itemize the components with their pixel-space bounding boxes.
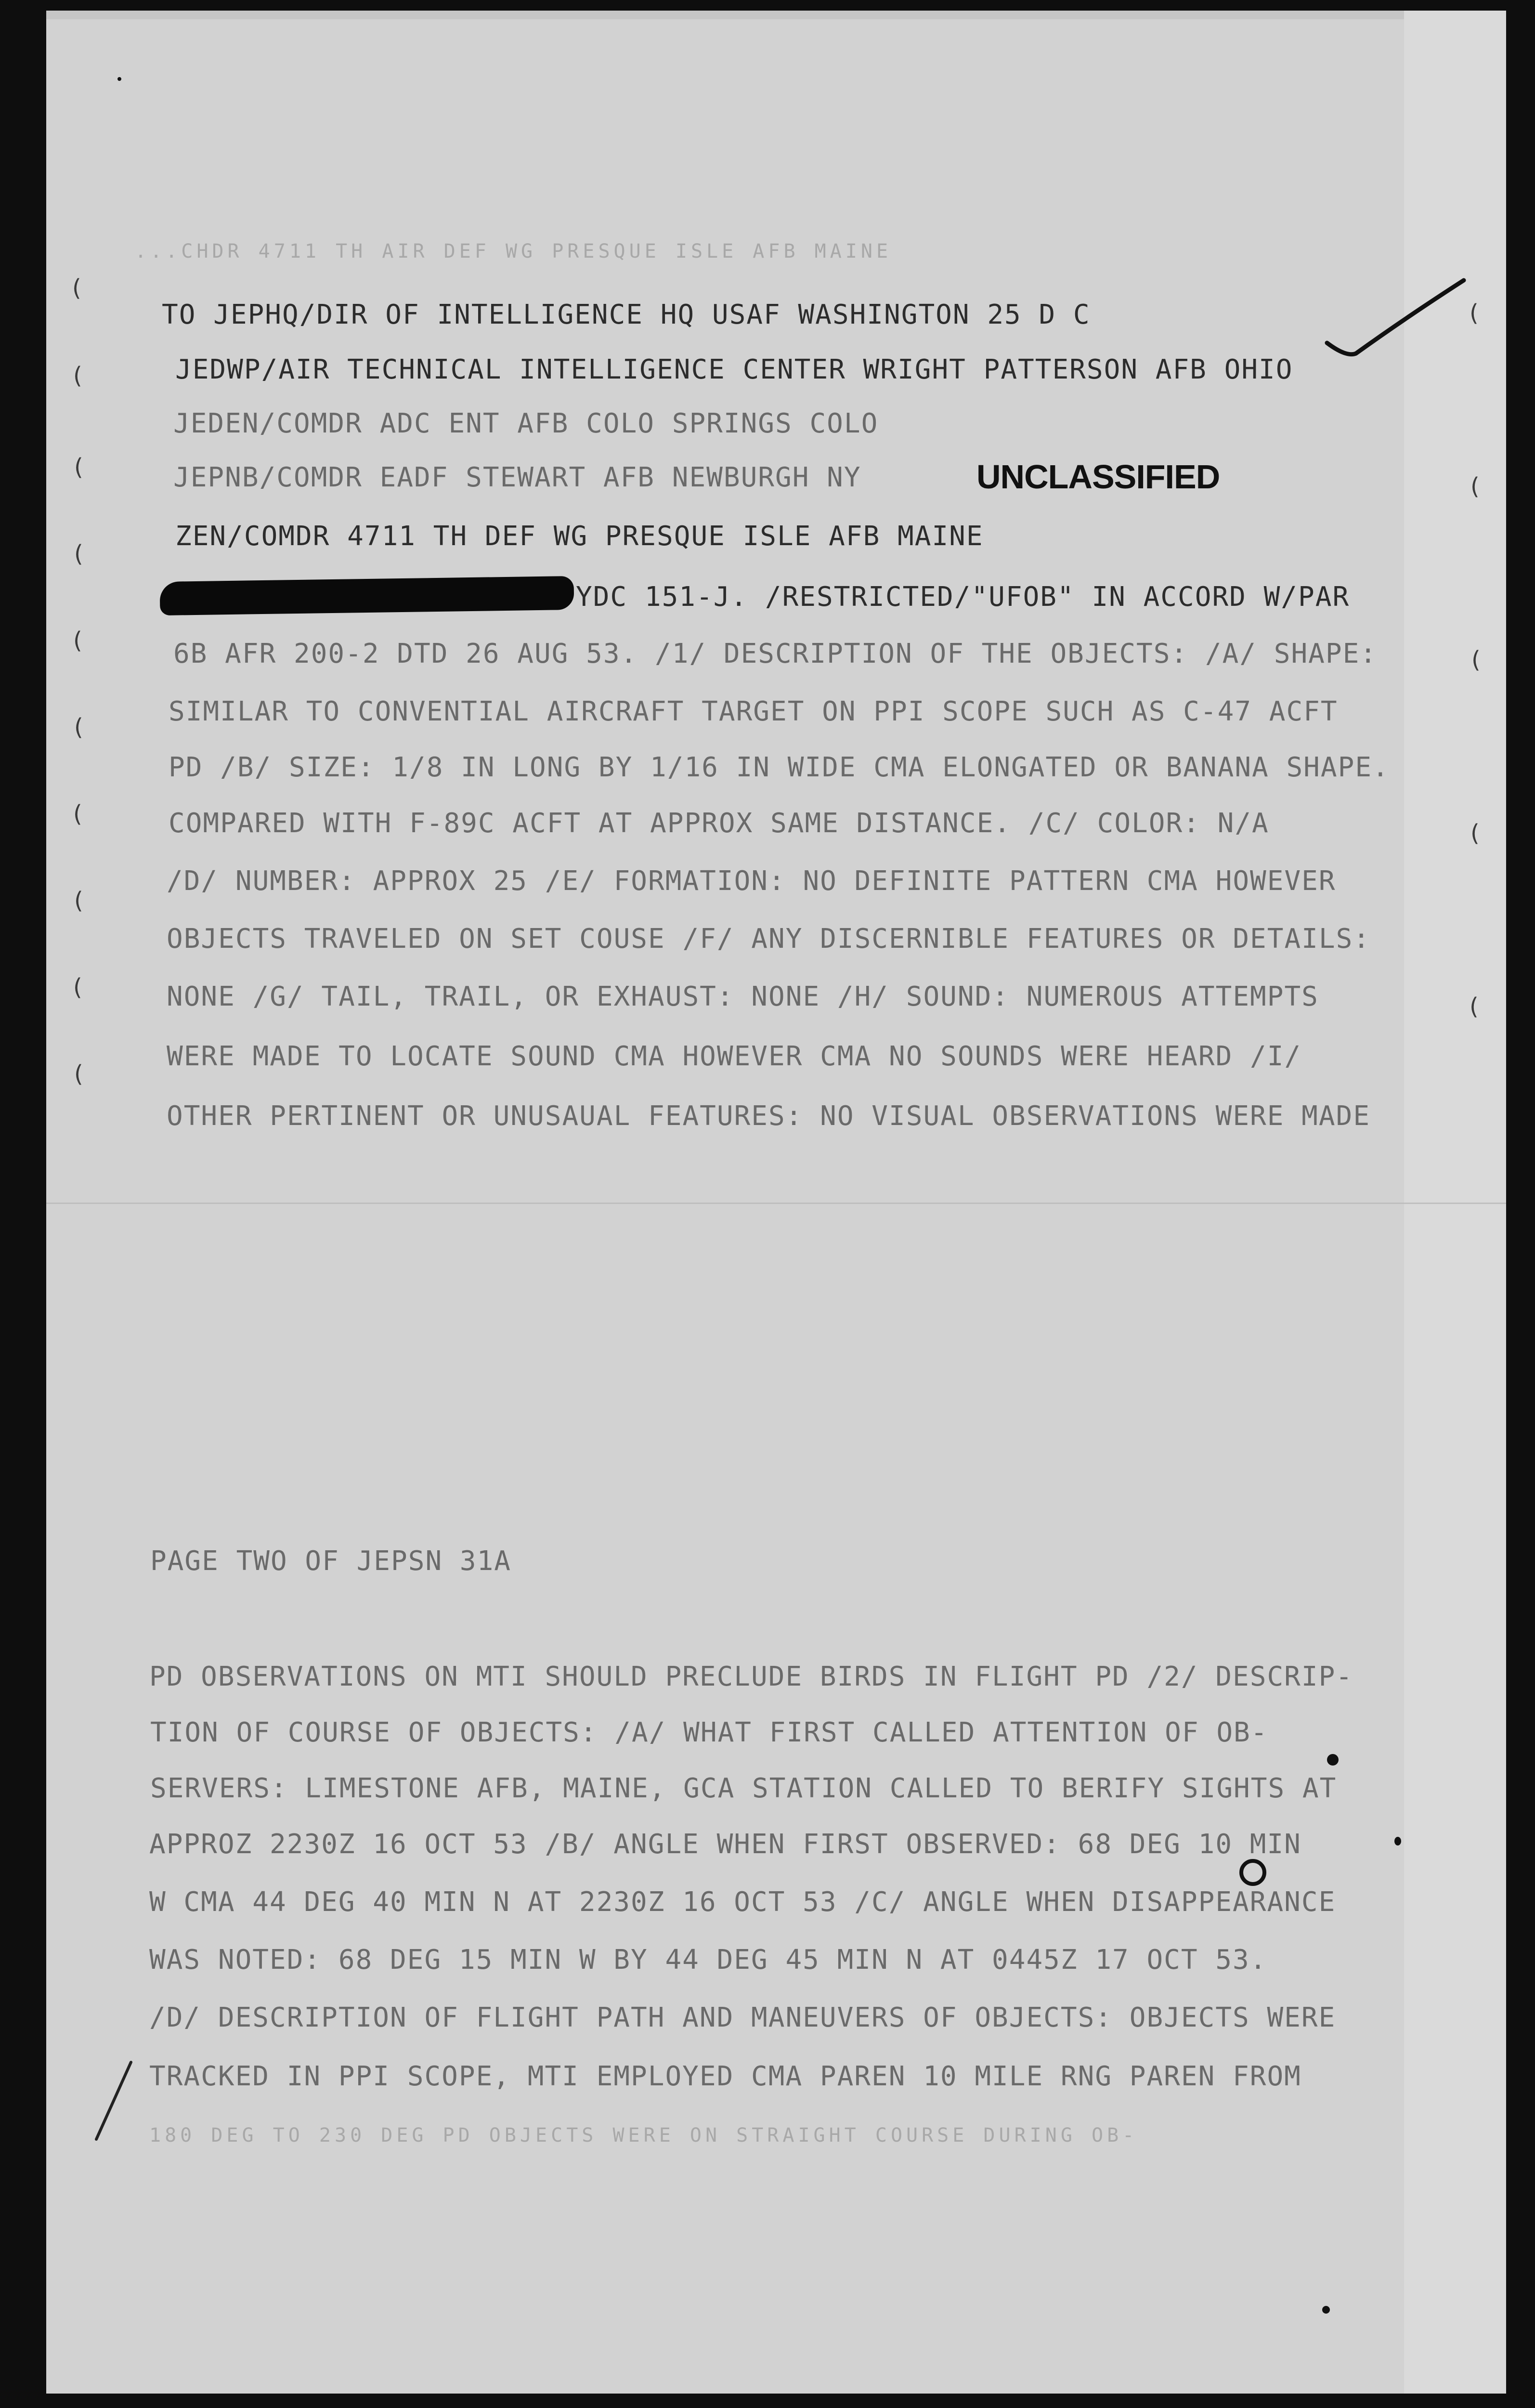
margin-mark: ( (74, 714, 83, 741)
routing-line: JEDEN/COMDR ADC ENT AFB COLO SPRINGS COLO (173, 408, 879, 439)
body-line: TRACKED IN PPI SCOPE, MTI EMPLOYED CMA PAREN 10 MILE RNG PAREN FROM (149, 2061, 1301, 2092)
margin-mark: ( (1470, 473, 1480, 500)
body-line: PD OBSERVATIONS ON MTI SHOULD PRECLUDE BIRDS IN FLIGHT PD /2/ DESCRIP- (149, 1661, 1353, 1692)
margin-mark: ( (1471, 646, 1481, 673)
classification-stamp: UNCLASSIFIED (976, 458, 1220, 496)
body-line: COMPARED WITH F-89C ACFT AT APPROX SAME DISTANCE. /C/ COLOR: N/A (169, 808, 1269, 839)
body-line: SERVERS: LIMESTONE AFB, MAINE, GCA STATION CALLED TO BERIFY SIGHTS AT (150, 1773, 1337, 1804)
margin-mark: ( (1470, 300, 1479, 327)
margin-mark: ( (73, 974, 82, 1001)
ink-dot (1327, 1754, 1339, 1766)
margin-mark: ( (73, 362, 82, 389)
routing-line: TO JEPHQ/DIR OF INTELLIGENCE HQ USAF WASHINGTON 25 D C (162, 299, 1091, 330)
body-line: YDC 151-J. /RESTRICTED/"UFOB" IN ACCORD W/PAR (576, 581, 1350, 613)
body-line: OTHER PERTINENT OR UNUSAUAL FEATURES: NO VISUAL OBSERVATIONS WERE MADE (167, 1100, 1371, 1132)
body-line: SIMILAR TO CONVENTIAL AIRCRAFT TARGET ON PPI SCOPE SUCH AS C-47 ACFT (169, 696, 1338, 727)
margin-mark: ( (73, 800, 82, 827)
margin-mark: ( (74, 1060, 83, 1087)
ink-dot (117, 77, 121, 81)
body-line: WERE MADE TO LOCATE SOUND CMA HOWEVER CMA NO SOUNDS WERE HEARD /I/ (167, 1041, 1302, 1072)
margin-mark: ( (1470, 993, 1479, 1020)
body-line: W CMA 44 DEG 40 MIN N AT 2230Z 16 OCT 53 /C/ ANGLE WHEN DISAPPEARANCE (149, 1886, 1336, 1918)
routing-line: JEPNB/COMDR EADF STEWART AFB NEWBURGH NY (173, 462, 861, 493)
body-line: WAS NOTED: 68 DEG 15 MIN W BY 44 DEG 45 MIN N AT 0445Z 17 OCT 53. (149, 1944, 1267, 1976)
margin-mark: ( (74, 887, 83, 914)
body-line: 180 DEG TO 230 DEG PD OBJECTS WERE ON STRAIGHT COURSE DURING OB- (149, 2124, 1138, 2146)
body-line: /D/ NUMBER: APPROX 25 /E/ FORMATION: NO DEFINITE PATTERN CMA HOWEVER (167, 865, 1336, 897)
body-line: /D/ DESCRIPTION OF FLIGHT PATH AND MANEUVERS OF OBJECTS: OBJECTS WERE (149, 2002, 1336, 2033)
margin-mark: ( (74, 454, 83, 481)
margin-mark: ( (74, 540, 83, 567)
pen-stroke-icon (46, 11, 1506, 2394)
body-line: 6B AFR 200-2 DTD 26 AUG 53. /1/ DESCRIPTION OF THE OBJECTS: /A/ SHAPE: (173, 638, 1378, 669)
margin-mark: ( (72, 275, 81, 301)
body-line: NONE /G/ TAIL, TRAIL, OR EXHAUST: NONE /H/ SOUND: NUMEROUS ATTEMPTS (167, 981, 1319, 1012)
ink-dot (1394, 1837, 1401, 1845)
page-two-header: PAGE TWO OF JEPSN 31A (150, 1545, 512, 1577)
routing-line: ZEN/COMDR 4711 TH DEF WG PRESQUE ISLE AFB MAINE (175, 521, 984, 552)
margin-mark: ( (73, 627, 82, 654)
ink-dot (1322, 2306, 1330, 2314)
body-line: OBJECTS TRAVELED ON SET COUSE /F/ ANY DISCERNIBLE FEATURES OR DETAILS: (167, 923, 1371, 955)
header-cutoff-line: ...CHDR 4711 TH AIR DEF WG PRESQUE ISLE AFB MAINE (135, 240, 892, 262)
body-line: PD /B/ SIZE: 1/8 IN LONG BY 1/16 IN WIDE CMA ELONGATED OR BANANA SHAPE. (169, 752, 1390, 783)
body-line: APPROZ 2230Z 16 OCT 53 /B/ ANGLE WHEN FIRST OBSERVED: 68 DEG 10 MIN (149, 1829, 1301, 1860)
margin-mark: ( (1470, 820, 1480, 847)
routing-line: JEDWP/AIR TECHNICAL INTELLIGENCE CENTER WRIGHT PATTERSON AFB OHIO (175, 354, 1293, 385)
body-line: TION OF COURSE OF OBJECTS: /A/ WHAT FIRST CALLED ATTENTION OF OB- (150, 1717, 1268, 1748)
document-page (46, 11, 1506, 2394)
